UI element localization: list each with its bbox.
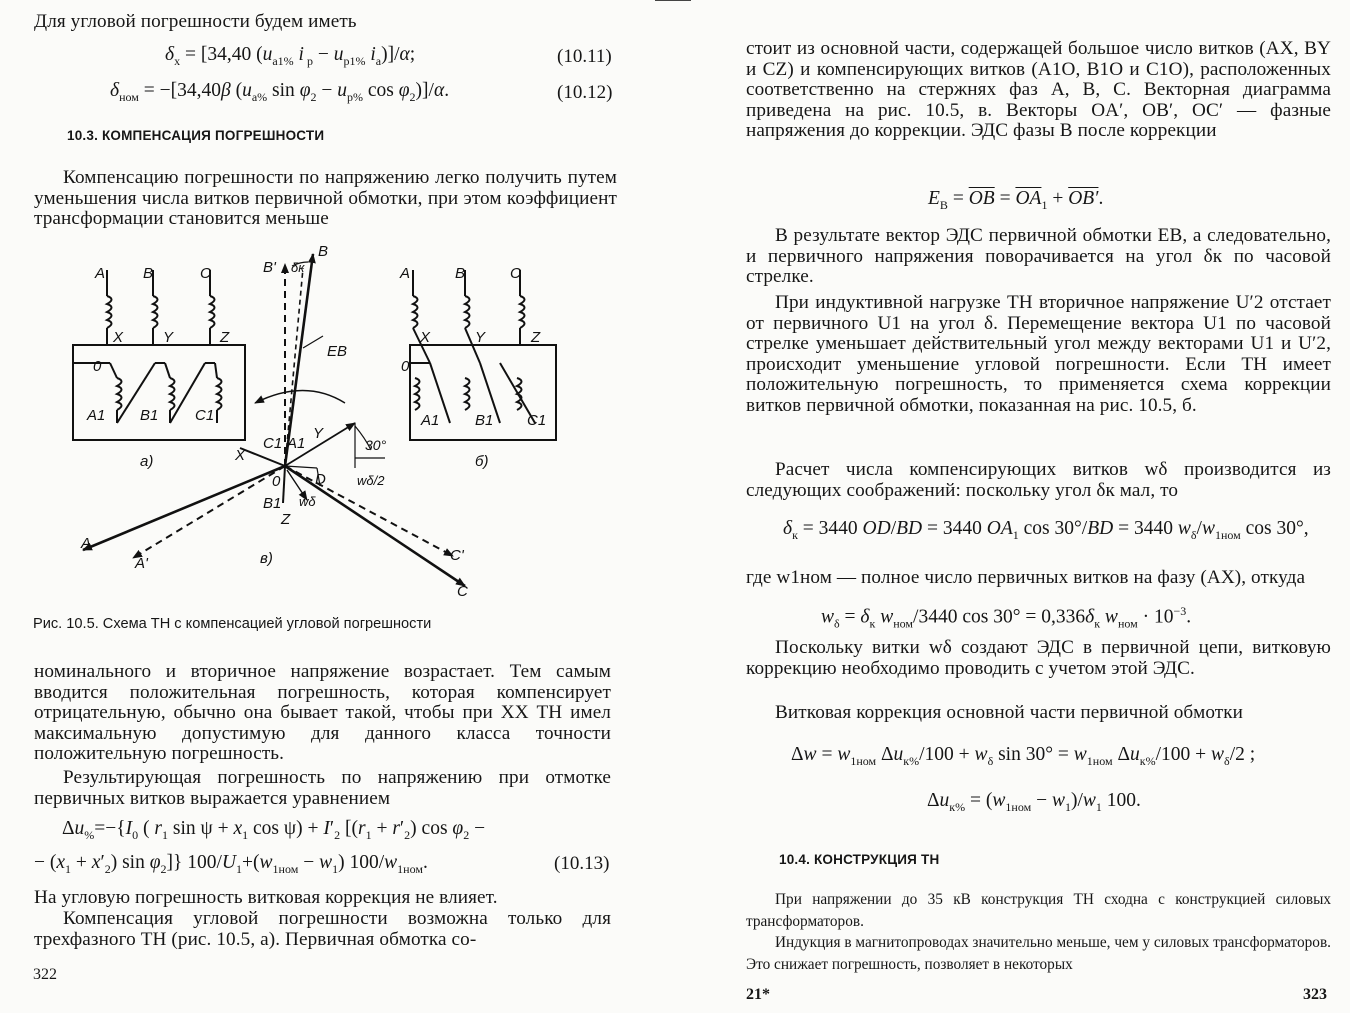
figure-10-5 bbox=[55, 238, 620, 613]
svg-text:Z: Z bbox=[220, 329, 230, 346]
equation-number: (10.13) bbox=[554, 853, 610, 874]
equation-10-13-line1: $\Delta u_{\%}=-\{I_0$ ( $r_1$ $\sin \psi + x_1$ $\cos \psi) + I'_2$ [$(r_1 + r'_2)$ $\cos \varphi_2$ − bbox=[62, 818, 486, 842]
equation-delta-k: $\delta_к = 3440$ OD/BD = 3440 $OA_1$ cos 30°/BD = 3440 $w_\delta/w_{1ном}$ cos 30°, bbox=[783, 518, 1309, 542]
paragraph: Поскольку витки wδ создают ЭДС в первичной цепи, витковую коррекцию необходимо проводить с учетом этой ЭДС. bbox=[746, 637, 1331, 679]
paragraph: Витковая коррекция основной части первичной обмотки bbox=[775, 702, 1244, 723]
paragraph: В результате вектор ЭДС первичной обмотки EB, а следовательно, и первичного напряжения поворачивается на угол δк по часовой стрелке. bbox=[746, 225, 1331, 288]
paragraph: На угловую погрешность витковая коррекция не влияет. bbox=[34, 887, 498, 908]
svg-text:0: 0 bbox=[401, 358, 410, 375]
svg-text:B: B bbox=[143, 265, 154, 282]
label-v: в) bbox=[260, 550, 273, 567]
svg-text:B1: B1 bbox=[140, 407, 159, 424]
svg-text:X: X bbox=[420, 329, 431, 346]
equation-number: (10.11) bbox=[557, 46, 612, 67]
equation-10-11: $\delta_x = [34,40$ ($u_{a1\%}$ i $_p - u_{p1\%}$ $i_a)]/\alpha$; bbox=[165, 44, 416, 68]
svg-text:D: D bbox=[315, 471, 326, 488]
equation-delta-w: $\Delta w = w_{1ном}$ $\Delta u_{к\%}/100 + w_\delta$ $\sin 30^\circ = w_{1ном}$ $\Delta u_{к\%}/100 + w_\delta/2$ ; bbox=[791, 744, 1256, 768]
svg-text:0: 0 bbox=[272, 473, 281, 490]
label-b: б) bbox=[475, 453, 489, 470]
right-page bbox=[675, 0, 1350, 1013]
svg-text:wδ/2: wδ/2 bbox=[357, 473, 385, 488]
equation-10-13-line2: − $(x_1 + x'_2)$ $\sin \varphi_2$]} $100/U_1+(w_{1ном} - w_1)$ $100/w_{1ном}$. bbox=[34, 852, 428, 876]
svg-text:C1: C1 bbox=[527, 412, 547, 429]
svg-text:C: C bbox=[457, 583, 468, 600]
small-paragraph: Индукция в магнитопроводах значительно меньше, чем у силовых трансформаторов. Это снижает погрешность, позволяет в некоторых bbox=[746, 934, 1331, 973]
svg-text:C: C bbox=[200, 265, 211, 282]
svg-text:Z: Z bbox=[531, 329, 541, 346]
svg-text:A': A' bbox=[135, 555, 148, 572]
svg-text:C': C' bbox=[450, 547, 464, 564]
paragraph: Компенсация угловой погрешности возможна только для трехфазного ТН (рис. 10.5, а). Первичная обмотка со- bbox=[34, 908, 611, 950]
svg-text:EB: EB bbox=[327, 343, 348, 360]
paragraph: где w1ном — полное число первичных витков на фазу (AX), откуда bbox=[746, 567, 1306, 588]
equation-EB: $E_B = \overline{OB} = \overline{OA}_1 + OB'$. bbox=[928, 188, 1104, 212]
paragraph: Компенсацию погрешности по напряжению легко получить путем уменьшения числа витков первичной обмотки, при этом коэффициент трансформации становится меньше bbox=[34, 167, 617, 230]
svg-text:30°: 30° bbox=[365, 437, 387, 453]
figure-caption: Рис. 10.5. Схема ТН с компенсацией угловой погрешности bbox=[33, 616, 432, 632]
section-heading: 10.4. КОНСТРУКЦИЯ ТН bbox=[779, 852, 940, 867]
signature-mark: 21* bbox=[746, 986, 770, 1003]
svg-text:A: A bbox=[81, 535, 92, 552]
paragraph: Расчет числа компенсирующих витков wδ производится из следующих соображений: поскольку угол δк мал, то bbox=[746, 459, 1331, 501]
paragraph: При индуктивной нагрузке ТН вторичное напряжение U′2 отстает от первичного U1 на угол δ. Перемещение вектора U1 по часовой стрелке уменьшает действительный угол между векторами U1 и U′2, происходит уменьшение угловой погрешности. Если ТН имеет положительную погрешность, то применяется схема коррекции витков первичной обмотки, показанная на рис. 10.5, б. bbox=[746, 292, 1331, 416]
svg-text:B: B bbox=[318, 243, 329, 260]
svg-text:C1: C1 bbox=[263, 435, 283, 452]
svg-text:C1: C1 bbox=[195, 407, 215, 424]
svg-text:Y: Y bbox=[313, 425, 324, 442]
equation-10-12: $\delta_{ном} = -[34,40\beta$ ($u_{a\%}$ $\sin \varphi_2 - u_{p\%}$ $\cos \varphi_2)]/\alpha$. bbox=[110, 80, 450, 104]
paragraph: стоит из основной части, содержащей большое число витков (AX, BY и CZ) и компенсирующих витков (A1O, B1O и C1O), расположенных соответственно на стержнях фаз A, B, C. Векторная диаграмма приведена на рис. 10.5, в. Векторы OA′, OB′, OC′ — фазные напряжения до коррекции. ЭДС фазы B после коррекции bbox=[746, 38, 1331, 142]
svg-text:A1: A1 bbox=[421, 412, 440, 429]
equation-delta-u: $\Delta u_{к\%} = (w_{1ном} - w_1)/w_1$ 100. bbox=[927, 790, 1141, 814]
svg-text:X: X bbox=[113, 329, 124, 346]
svg-text:A1: A1 bbox=[87, 407, 106, 424]
intro-line: Для угловой погрешности будем иметь bbox=[34, 11, 357, 32]
svg-text:0: 0 bbox=[93, 358, 102, 375]
svg-text:B1: B1 bbox=[475, 412, 494, 429]
svg-text:δк: δк bbox=[291, 260, 305, 275]
paragraph: номинального и вторичное напряжение возрастает. Тем самым вводится положительная погрешность, которая компенсирует отрицательную, обычно она бывает такой, чтобы при XX ТН имел максимальную допустимую для данного класса точности положительную погрешность. bbox=[34, 661, 611, 765]
svg-text:A: A bbox=[95, 265, 106, 282]
svg-text:C: C bbox=[510, 265, 521, 282]
svg-text:Z: Z bbox=[281, 511, 291, 528]
svg-text:X: X bbox=[235, 447, 246, 464]
equation-w-delta: $w_\delta = \delta_к$ $w_{ном}/3440$ $\cos 30^\circ = 0,336\delta_к$ $w_{ном} \cdot 10^{-3}$. bbox=[821, 604, 1192, 631]
svg-text:A: A bbox=[400, 265, 411, 282]
equation-number: (10.12) bbox=[557, 82, 613, 103]
page-number: 323 bbox=[1303, 986, 1327, 1003]
svg-text:A1: A1 bbox=[287, 435, 306, 452]
svg-text:B': B' bbox=[263, 259, 276, 276]
page-number: 322 bbox=[33, 966, 57, 983]
small-paragraph: При напряжении до 35 кВ конструкция ТН сходна с конструкцией силовых трансформаторов. bbox=[746, 891, 1331, 930]
svg-text:Y: Y bbox=[163, 329, 174, 346]
svg-text:Y: Y bbox=[475, 329, 486, 346]
paragraph: Результирующая погрешность по напряжению при отмотке первичных витков выражается уравнением bbox=[34, 767, 611, 809]
section-heading: 10.3. КОМПЕНСАЦИЯ ПОГРЕШНОСТИ bbox=[67, 128, 325, 143]
label-a: a) bbox=[140, 453, 154, 470]
svg-text:B: B bbox=[455, 265, 466, 282]
svg-text:wδ: wδ bbox=[299, 494, 316, 509]
svg-text:B1: B1 bbox=[263, 495, 282, 512]
